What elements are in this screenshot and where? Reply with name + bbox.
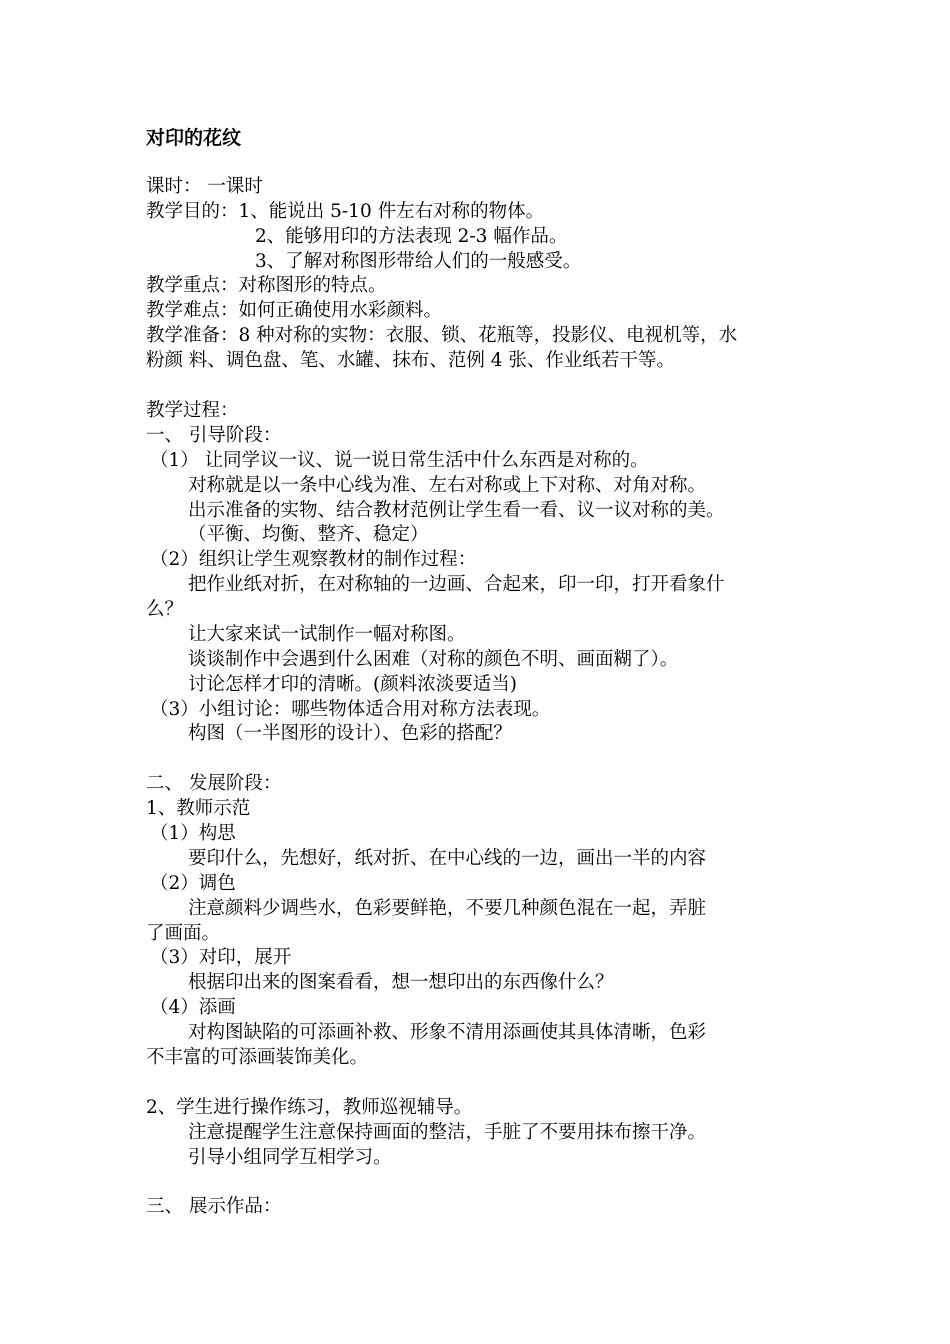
teaching-goal-1: 教学目的：1、能说出 5-10 件左右对称的物体。 bbox=[146, 201, 545, 222]
teaching-goal-3: 3、了解对称图形带给人们的一般感受。 bbox=[255, 251, 582, 272]
paragraph: 么？ bbox=[146, 599, 184, 620]
step-2-1: （1）构思 bbox=[150, 823, 236, 844]
step-2-2: （2）调色 bbox=[150, 873, 236, 894]
paragraph: 构图（一半图形的设计）、色彩的搭配？ bbox=[188, 723, 512, 744]
paragraph: 讨论怎样才印的清晰。(颜料浓淡要适当) bbox=[188, 674, 517, 695]
teaching-preparation: 教学准备：8 种对称的实物：衣服、锁、花瓶等，投影仪、电视机等，水 bbox=[146, 325, 738, 346]
paragraph: 注意提醒学生注意保持画面的整洁，手脏了不要用抹布擦干净。 bbox=[188, 1122, 707, 1143]
teaching-goal-2: 2、能够用印的方法表现 2-3 幅作品。 bbox=[255, 226, 568, 247]
step-2-4: （4）添画 bbox=[150, 997, 236, 1018]
paragraph: 了画面。 bbox=[146, 923, 221, 944]
paragraph: 出示准备的实物、结合教材范例让学生看一看、议一议对称的美。 bbox=[188, 500, 725, 521]
step-1-1: （1） 让同学议一议、说一说日常生活中什么东西是对称的。 bbox=[150, 450, 649, 471]
paragraph: 把作业纸对折，在对称轴的一边画、合起来，印一印，打开看象什 bbox=[188, 574, 725, 595]
paragraph: 对构图缺陷的可添画补救、形象不清用添画使其具体清晰，色彩 bbox=[188, 1022, 707, 1043]
paragraph: 让大家来试一试制作一幅对称图。 bbox=[188, 624, 466, 645]
subsection-heading: 1、教师示范 bbox=[146, 798, 251, 819]
paragraph: （平衡、均衡、整齐、稳定） bbox=[188, 524, 429, 545]
paragraph: 注意颜料少调些水，色彩要鲜艳，不要几种颜色混在一起，弄脏 bbox=[188, 898, 707, 919]
subsection-heading: 2、学生进行操作练习，教师巡视辅导。 bbox=[146, 1097, 473, 1118]
step-1-3: （3）小组讨论：哪些物体适合用对称方法表现。 bbox=[150, 699, 551, 720]
section-1-heading: 一、 引导阶段： bbox=[146, 425, 282, 446]
paragraph: 引导小组同学互相学习。 bbox=[188, 1147, 392, 1168]
teaching-preparation-cont: 粉颜 料、调色盘、笔、水罐、抹布、范例 4 张、作业纸若干等。 bbox=[146, 350, 675, 371]
lesson-duration: 课时： 一课时 bbox=[146, 176, 263, 197]
paragraph: 要印什么，先想好，纸对折、在中心线的一边，画出一半的内容 bbox=[188, 848, 707, 869]
paragraph: 根据印出来的图案看看，想一想印出的东西像什么？ bbox=[188, 972, 614, 993]
teaching-focus: 教学重点：对称图形的特点。 bbox=[146, 275, 387, 296]
step-2-3: （3）对印，展开 bbox=[150, 947, 292, 968]
process-heading: 教学过程： bbox=[146, 400, 239, 421]
section-2-heading: 二、 发展阶段： bbox=[146, 773, 282, 794]
teaching-difficulty: 教学难点：如何正确使用水彩颜料。 bbox=[146, 300, 443, 321]
paragraph: 谈谈制作中会遇到什么困难（对称的颜色不明、画面糊了）。 bbox=[188, 649, 679, 670]
step-1-2: （2）组织让学生观察教材的制作过程： bbox=[150, 549, 477, 570]
paragraph: 对称就是以一条中心线为准、左右对称或上下对称、对角对称。 bbox=[188, 475, 707, 496]
section-3-heading: 三、 展示作品： bbox=[146, 1196, 282, 1217]
paragraph: 不丰富的可添画装饰美化。 bbox=[146, 1047, 369, 1068]
document-title: 对印的花纹 bbox=[146, 127, 242, 149]
